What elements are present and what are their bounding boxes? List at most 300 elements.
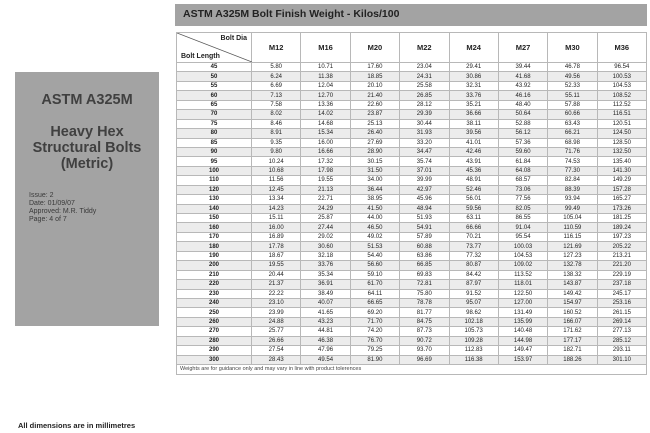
weight-cell: 23.99 — [252, 308, 301, 317]
table-row — [177, 138, 647, 147]
weight-cell: 52.33 — [548, 81, 597, 90]
weight-cell: 138.32 — [548, 270, 597, 279]
bolt-length-cell: 250 — [177, 308, 252, 317]
weight-cell: 13.36 — [301, 100, 350, 109]
weight-cell: 68.57 — [498, 176, 547, 185]
bolt-length-cell: 280 — [177, 336, 252, 345]
weight-cell: 27.54 — [252, 346, 301, 355]
weight-cell: 48.40 — [498, 100, 547, 109]
weight-cell: 35.74 — [400, 157, 449, 166]
table-row — [177, 298, 647, 307]
weight-cell: 35.21 — [449, 100, 498, 109]
bolt-length-cell: 300 — [177, 355, 252, 364]
table-row — [177, 100, 647, 109]
column-header: M20 — [350, 33, 399, 63]
weight-cell: 80.87 — [449, 261, 498, 270]
weight-cell: 109.02 — [498, 261, 547, 270]
weight-cell: 48.91 — [449, 176, 498, 185]
weight-cell: 149.29 — [597, 176, 646, 185]
header-row — [177, 33, 647, 63]
weight-cell: 14.23 — [252, 204, 301, 213]
weight-cell: 34.47 — [400, 147, 449, 156]
table-row — [177, 308, 647, 317]
table-row — [177, 204, 647, 213]
weight-cell: 221.20 — [597, 261, 646, 270]
weight-cell: 116.15 — [548, 232, 597, 241]
bolt-length-cell: 120 — [177, 185, 252, 194]
weight-cell: 21.13 — [301, 185, 350, 194]
weight-cell: 60.88 — [400, 242, 449, 251]
weight-cell: 26.85 — [400, 91, 449, 100]
table-row — [177, 346, 647, 355]
weight-cell: 144.98 — [498, 336, 547, 345]
weight-cell: 11.38 — [301, 72, 350, 81]
weight-cell: 33.76 — [301, 261, 350, 270]
units-note: All dimensions are in millimetres — [18, 421, 136, 430]
weight-cell: 23.10 — [252, 298, 301, 307]
weight-cell: 43.92 — [498, 81, 547, 90]
table-row — [177, 251, 647, 260]
weight-cell: 71.76 — [548, 147, 597, 156]
weight-cell: 17.60 — [350, 63, 399, 72]
weight-cell: 8.91 — [252, 129, 301, 138]
weight-cell: 59.10 — [350, 270, 399, 279]
weight-cell: 56.12 — [498, 129, 547, 138]
weight-cell: 43.23 — [301, 317, 350, 326]
bolt-length-cell: 210 — [177, 270, 252, 279]
bolt-length-cell: 90 — [177, 147, 252, 156]
table-row — [177, 327, 647, 336]
weight-cell: 20.10 — [350, 81, 399, 90]
weight-cell: 78.78 — [400, 298, 449, 307]
weight-cell: 41.50 — [350, 204, 399, 213]
weight-cell: 12.45 — [252, 185, 301, 194]
weight-cell: 135.99 — [498, 317, 547, 326]
weight-cell: 9.80 — [252, 147, 301, 156]
weight-cell: 72.81 — [400, 280, 449, 289]
weight-cell: 181.25 — [597, 214, 646, 223]
weight-cell: 33.20 — [400, 138, 449, 147]
weight-cell: 157.28 — [597, 185, 646, 194]
weight-cell: 37.01 — [400, 166, 449, 175]
weights-table — [176, 32, 647, 375]
weight-cell: 81.77 — [400, 308, 449, 317]
weight-cell: 63.86 — [400, 251, 449, 260]
weight-cell: 25.13 — [350, 119, 399, 128]
weight-cell: 41.68 — [498, 72, 547, 81]
weight-cell: 23.04 — [400, 63, 449, 72]
weight-cell: 74.53 — [548, 157, 597, 166]
weight-cell: 116.38 — [449, 355, 498, 364]
weight-cell: 293.11 — [597, 346, 646, 355]
weight-cell: 77.32 — [449, 251, 498, 260]
weight-cell: 301.10 — [597, 355, 646, 364]
table-body — [177, 63, 647, 365]
weight-cell: 66.85 — [400, 261, 449, 270]
weight-cell: 91.04 — [498, 223, 547, 232]
weight-cell: 16.00 — [301, 138, 350, 147]
standard-code: ASTM A325M — [41, 92, 133, 108]
weight-cell: 64.08 — [498, 166, 547, 175]
weight-cell: 30.60 — [301, 242, 350, 251]
weight-cell: 15.34 — [301, 129, 350, 138]
bolt-length-cell: 55 — [177, 81, 252, 90]
weight-cell: 237.18 — [597, 280, 646, 289]
weight-cell: 90.72 — [400, 336, 449, 345]
bolt-length-cell: 190 — [177, 251, 252, 260]
weight-cell: 16.00 — [252, 223, 301, 232]
table-row — [177, 195, 647, 204]
weight-cell: 69.83 — [400, 270, 449, 279]
weight-cell: 112.52 — [597, 100, 646, 109]
weight-cell: 17.32 — [301, 157, 350, 166]
weight-cell: 112.83 — [449, 346, 498, 355]
weight-cell: 16.66 — [301, 147, 350, 156]
table-row — [177, 91, 647, 100]
weight-cell: 64.11 — [350, 289, 399, 298]
weight-cell: 95.07 — [449, 298, 498, 307]
weight-cell: 69.20 — [350, 308, 399, 317]
bolt-length-cell: 200 — [177, 261, 252, 270]
bolt-length-cell: 230 — [177, 289, 252, 298]
weight-cell: 29.41 — [449, 63, 498, 72]
issue-number: Issue: 2 — [29, 192, 54, 199]
weight-cell: 19.55 — [252, 261, 301, 270]
subtitle-line: Structural Bolts — [32, 140, 142, 156]
weight-cell: 44.00 — [350, 214, 399, 223]
weight-cell: 100.03 — [498, 242, 547, 251]
weight-cell: 9.35 — [252, 138, 301, 147]
bolt-length-cell: 75 — [177, 119, 252, 128]
weight-cell: 12.70 — [301, 91, 350, 100]
weight-cell: 20.44 — [252, 270, 301, 279]
bolt-length-cell: 140 — [177, 204, 252, 213]
table-row — [177, 280, 647, 289]
weight-cell: 108.52 — [597, 91, 646, 100]
weight-cell: 166.07 — [548, 317, 597, 326]
bolt-length-cell: 240 — [177, 298, 252, 307]
weight-cell: 60.66 — [548, 110, 597, 119]
weight-cell: 28.90 — [350, 147, 399, 156]
weight-cell: 153.97 — [498, 355, 547, 364]
weight-cell: 149.42 — [548, 289, 597, 298]
weight-cell: 31.93 — [400, 129, 449, 138]
weight-cell: 110.59 — [548, 223, 597, 232]
weight-cell: 118.01 — [498, 280, 547, 289]
weight-cell: 56.60 — [350, 261, 399, 270]
weight-cell: 87.97 — [449, 280, 498, 289]
weight-cell: 52.88 — [498, 119, 547, 128]
column-header: M27 — [498, 33, 547, 63]
table-row — [177, 157, 647, 166]
weight-cell: 51.93 — [400, 214, 449, 223]
table-row — [177, 166, 647, 175]
bolt-length-cell: 60 — [177, 91, 252, 100]
weight-cell: 82.84 — [548, 176, 597, 185]
weight-cell: 102.18 — [449, 317, 498, 326]
weight-cell: 66.66 — [449, 223, 498, 232]
tolerance-note: Weights are for guidance only and may vary in line with product tolerences — [177, 365, 647, 375]
weight-cell: 245.17 — [597, 289, 646, 298]
table-row — [177, 176, 647, 185]
weight-cell: 32.31 — [449, 81, 498, 90]
weight-cell: 30.44 — [400, 119, 449, 128]
weight-cell: 171.62 — [548, 327, 597, 336]
bolt-length-cell: 150 — [177, 214, 252, 223]
weight-cell: 100.53 — [597, 72, 646, 81]
weight-cell: 5.80 — [252, 63, 301, 72]
weight-cell: 45.36 — [449, 166, 498, 175]
weight-cell: 49.54 — [301, 355, 350, 364]
weight-cell: 15.11 — [252, 214, 301, 223]
weight-cell: 24.31 — [400, 72, 449, 81]
weight-cell: 105.04 — [548, 214, 597, 223]
bolt-length-cell: 160 — [177, 223, 252, 232]
weight-cell: 57.89 — [400, 232, 449, 241]
weight-cell: 24.29 — [301, 204, 350, 213]
weight-cell: 13.34 — [252, 195, 301, 204]
weight-cell: 116.51 — [597, 110, 646, 119]
weight-cell: 70.21 — [449, 232, 498, 241]
bolt-length-cell: 85 — [177, 138, 252, 147]
weight-cell: 253.16 — [597, 298, 646, 307]
weight-cell: 25.77 — [252, 327, 301, 336]
weight-cell: 33.76 — [449, 91, 498, 100]
weight-cell: 29.39 — [400, 110, 449, 119]
weight-cell: 41.65 — [301, 308, 350, 317]
weight-cell: 113.52 — [498, 270, 547, 279]
weight-cell: 46.50 — [350, 223, 399, 232]
weight-cell: 93.70 — [400, 346, 449, 355]
weight-cell: 35.34 — [301, 270, 350, 279]
weight-cell: 30.15 — [350, 157, 399, 166]
weight-cell: 140.48 — [498, 327, 547, 336]
weight-cell: 14.02 — [301, 110, 350, 119]
weight-cell: 49.56 — [548, 72, 597, 81]
weight-cell: 88.39 — [548, 185, 597, 194]
table-row — [177, 129, 647, 138]
weight-cell: 14.68 — [301, 119, 350, 128]
weight-cell: 38.49 — [301, 289, 350, 298]
weight-cell: 87.73 — [400, 327, 449, 336]
weight-cell: 197.23 — [597, 232, 646, 241]
weight-cell: 48.94 — [400, 204, 449, 213]
weight-cell: 121.69 — [548, 242, 597, 251]
weight-cell: 22.71 — [301, 195, 350, 204]
weight-cell: 6.69 — [252, 81, 301, 90]
corner-header — [177, 33, 252, 63]
column-header: M36 — [597, 33, 646, 63]
document-meta — [29, 192, 96, 224]
weight-cell: 177.17 — [548, 336, 597, 345]
table-row — [177, 72, 647, 81]
weight-cell: 122.50 — [498, 289, 547, 298]
weight-cell: 127.23 — [548, 251, 597, 260]
weight-cell: 49.02 — [350, 232, 399, 241]
weight-cell: 26.66 — [252, 336, 301, 345]
table-row — [177, 110, 647, 119]
table-row — [177, 214, 647, 223]
weight-cell: 28.43 — [252, 355, 301, 364]
weight-cell: 141.30 — [597, 166, 646, 175]
weight-cell: 7.58 — [252, 100, 301, 109]
document-info-panel — [15, 72, 159, 326]
weight-cell: 104.53 — [498, 251, 547, 260]
weight-cell: 46.16 — [498, 91, 547, 100]
weight-cell: 40.07 — [301, 298, 350, 307]
table-row — [177, 147, 647, 156]
weight-cell: 74.20 — [350, 327, 399, 336]
footer-row — [177, 365, 647, 375]
weight-cell: 31.50 — [350, 166, 399, 175]
weight-cell: 28.12 — [400, 100, 449, 109]
weight-cell: 120.51 — [597, 119, 646, 128]
weight-cell: 6.24 — [252, 72, 301, 81]
weight-cell: 23.87 — [350, 110, 399, 119]
bolt-length-cell: 110 — [177, 176, 252, 185]
weight-cell: 11.56 — [252, 176, 301, 185]
table-row — [177, 336, 647, 345]
weight-cell: 19.55 — [301, 176, 350, 185]
weight-cell: 188.26 — [548, 355, 597, 364]
weight-cell: 26.40 — [350, 129, 399, 138]
weight-cell: 27.69 — [350, 138, 399, 147]
weight-cell: 42.97 — [400, 185, 449, 194]
table-row — [177, 289, 647, 298]
weight-cell: 96.54 — [597, 63, 646, 72]
bolt-length-cell: 50 — [177, 72, 252, 81]
weight-cell: 182.71 — [548, 346, 597, 355]
bolt-length-label: Bolt Length — [181, 53, 220, 60]
bolt-length-cell: 45 — [177, 63, 252, 72]
weight-cell: 61.84 — [498, 157, 547, 166]
weight-cell: 131.49 — [498, 308, 547, 317]
page-number: Page: 4 of 7 — [29, 216, 67, 223]
weight-cell: 66.21 — [548, 129, 597, 138]
weight-cell: 22.22 — [252, 289, 301, 298]
column-header: M22 — [400, 33, 449, 63]
weight-cell: 18.85 — [350, 72, 399, 81]
weight-cell: 21.37 — [252, 280, 301, 289]
weight-cell: 30.86 — [449, 72, 498, 81]
column-header: M16 — [301, 33, 350, 63]
weight-cell: 39.44 — [498, 63, 547, 72]
weight-cell: 98.62 — [449, 308, 498, 317]
weight-cell: 77.56 — [498, 195, 547, 204]
weight-cell: 149.47 — [498, 346, 547, 355]
product-subtitle — [15, 124, 159, 172]
table-row — [177, 261, 647, 270]
bolt-length-cell: 130 — [177, 195, 252, 204]
weight-cell: 54.91 — [400, 223, 449, 232]
approved-by: Approved: M.R. Tiddy — [29, 208, 97, 215]
weight-cell: 86.55 — [498, 214, 547, 223]
weight-cell: 22.60 — [350, 100, 399, 109]
column-header: M12 — [252, 33, 301, 63]
weight-cell: 41.01 — [449, 138, 498, 147]
weight-cell: 17.98 — [301, 166, 350, 175]
weight-cell: 82.05 — [498, 204, 547, 213]
issue-date: Date: 01/09/07 — [29, 200, 75, 207]
weight-cell: 52.46 — [449, 185, 498, 194]
bolt-length-cell: 220 — [177, 280, 252, 289]
weight-cell: 99.49 — [548, 204, 597, 213]
bolt-length-cell: 180 — [177, 242, 252, 251]
weight-cell: 43.91 — [449, 157, 498, 166]
weight-cell: 21.40 — [350, 91, 399, 100]
weight-cell: 104.53 — [597, 81, 646, 90]
weight-cell: 12.04 — [301, 81, 350, 90]
weight-cell: 42.46 — [449, 147, 498, 156]
page-title: ASTM A325M Bolt Finish Weight - Kilos/100 — [183, 8, 400, 20]
weight-cell: 109.28 — [449, 336, 498, 345]
column-header: M30 — [548, 33, 597, 63]
weight-cell: 17.78 — [252, 242, 301, 251]
weight-cell: 91.52 — [449, 289, 498, 298]
bolt-length-cell: 290 — [177, 346, 252, 355]
weight-cell: 54.40 — [350, 251, 399, 260]
weight-cell: 68.98 — [548, 138, 597, 147]
bolt-length-cell: 80 — [177, 129, 252, 138]
weight-cell: 45.96 — [400, 195, 449, 204]
weight-cell: 34.00 — [350, 176, 399, 185]
weight-cell: 32.18 — [301, 251, 350, 260]
bolt-length-cell: 70 — [177, 110, 252, 119]
weight-cell: 24.88 — [252, 317, 301, 326]
weight-cell: 8.02 — [252, 110, 301, 119]
weight-cell: 73.06 — [498, 185, 547, 194]
table-row — [177, 317, 647, 326]
weight-cell: 61.70 — [350, 280, 399, 289]
weight-cell: 59.60 — [498, 147, 547, 156]
weight-cell: 38.11 — [449, 119, 498, 128]
weight-cell: 63.11 — [449, 214, 498, 223]
weight-cell: 44.81 — [301, 327, 350, 336]
weight-cell: 132.78 — [548, 261, 597, 270]
weight-cell: 269.14 — [597, 317, 646, 326]
weight-cell: 96.69 — [400, 355, 449, 364]
weight-cell: 71.70 — [350, 317, 399, 326]
weight-cell: 75.80 — [400, 289, 449, 298]
weight-cell: 95.54 — [498, 232, 547, 241]
weight-cell: 36.44 — [350, 185, 399, 194]
table-row — [177, 63, 647, 72]
weight-cell: 84.75 — [400, 317, 449, 326]
weight-cell: 135.40 — [597, 157, 646, 166]
bolt-length-cell: 270 — [177, 327, 252, 336]
table-row — [177, 232, 647, 241]
weight-cell: 132.50 — [597, 147, 646, 156]
weight-cell: 51.53 — [350, 242, 399, 251]
weight-cell: 154.97 — [548, 298, 597, 307]
weight-cell: 105.73 — [449, 327, 498, 336]
weight-cell: 205.22 — [597, 242, 646, 251]
weight-cell: 36.91 — [301, 280, 350, 289]
weight-cell: 39.56 — [449, 129, 498, 138]
weight-cell: 124.50 — [597, 129, 646, 138]
weight-cell: 143.87 — [548, 280, 597, 289]
table-row — [177, 355, 647, 364]
weight-cell: 39.99 — [400, 176, 449, 185]
bolt-length-cell: 100 — [177, 166, 252, 175]
weight-cell: 10.68 — [252, 166, 301, 175]
weight-cell: 160.52 — [548, 308, 597, 317]
table-row — [177, 185, 647, 194]
bolt-length-cell: 65 — [177, 100, 252, 109]
weight-cell: 10.71 — [301, 63, 350, 72]
bolt-length-cell: 95 — [177, 157, 252, 166]
weight-cell: 73.77 — [449, 242, 498, 251]
